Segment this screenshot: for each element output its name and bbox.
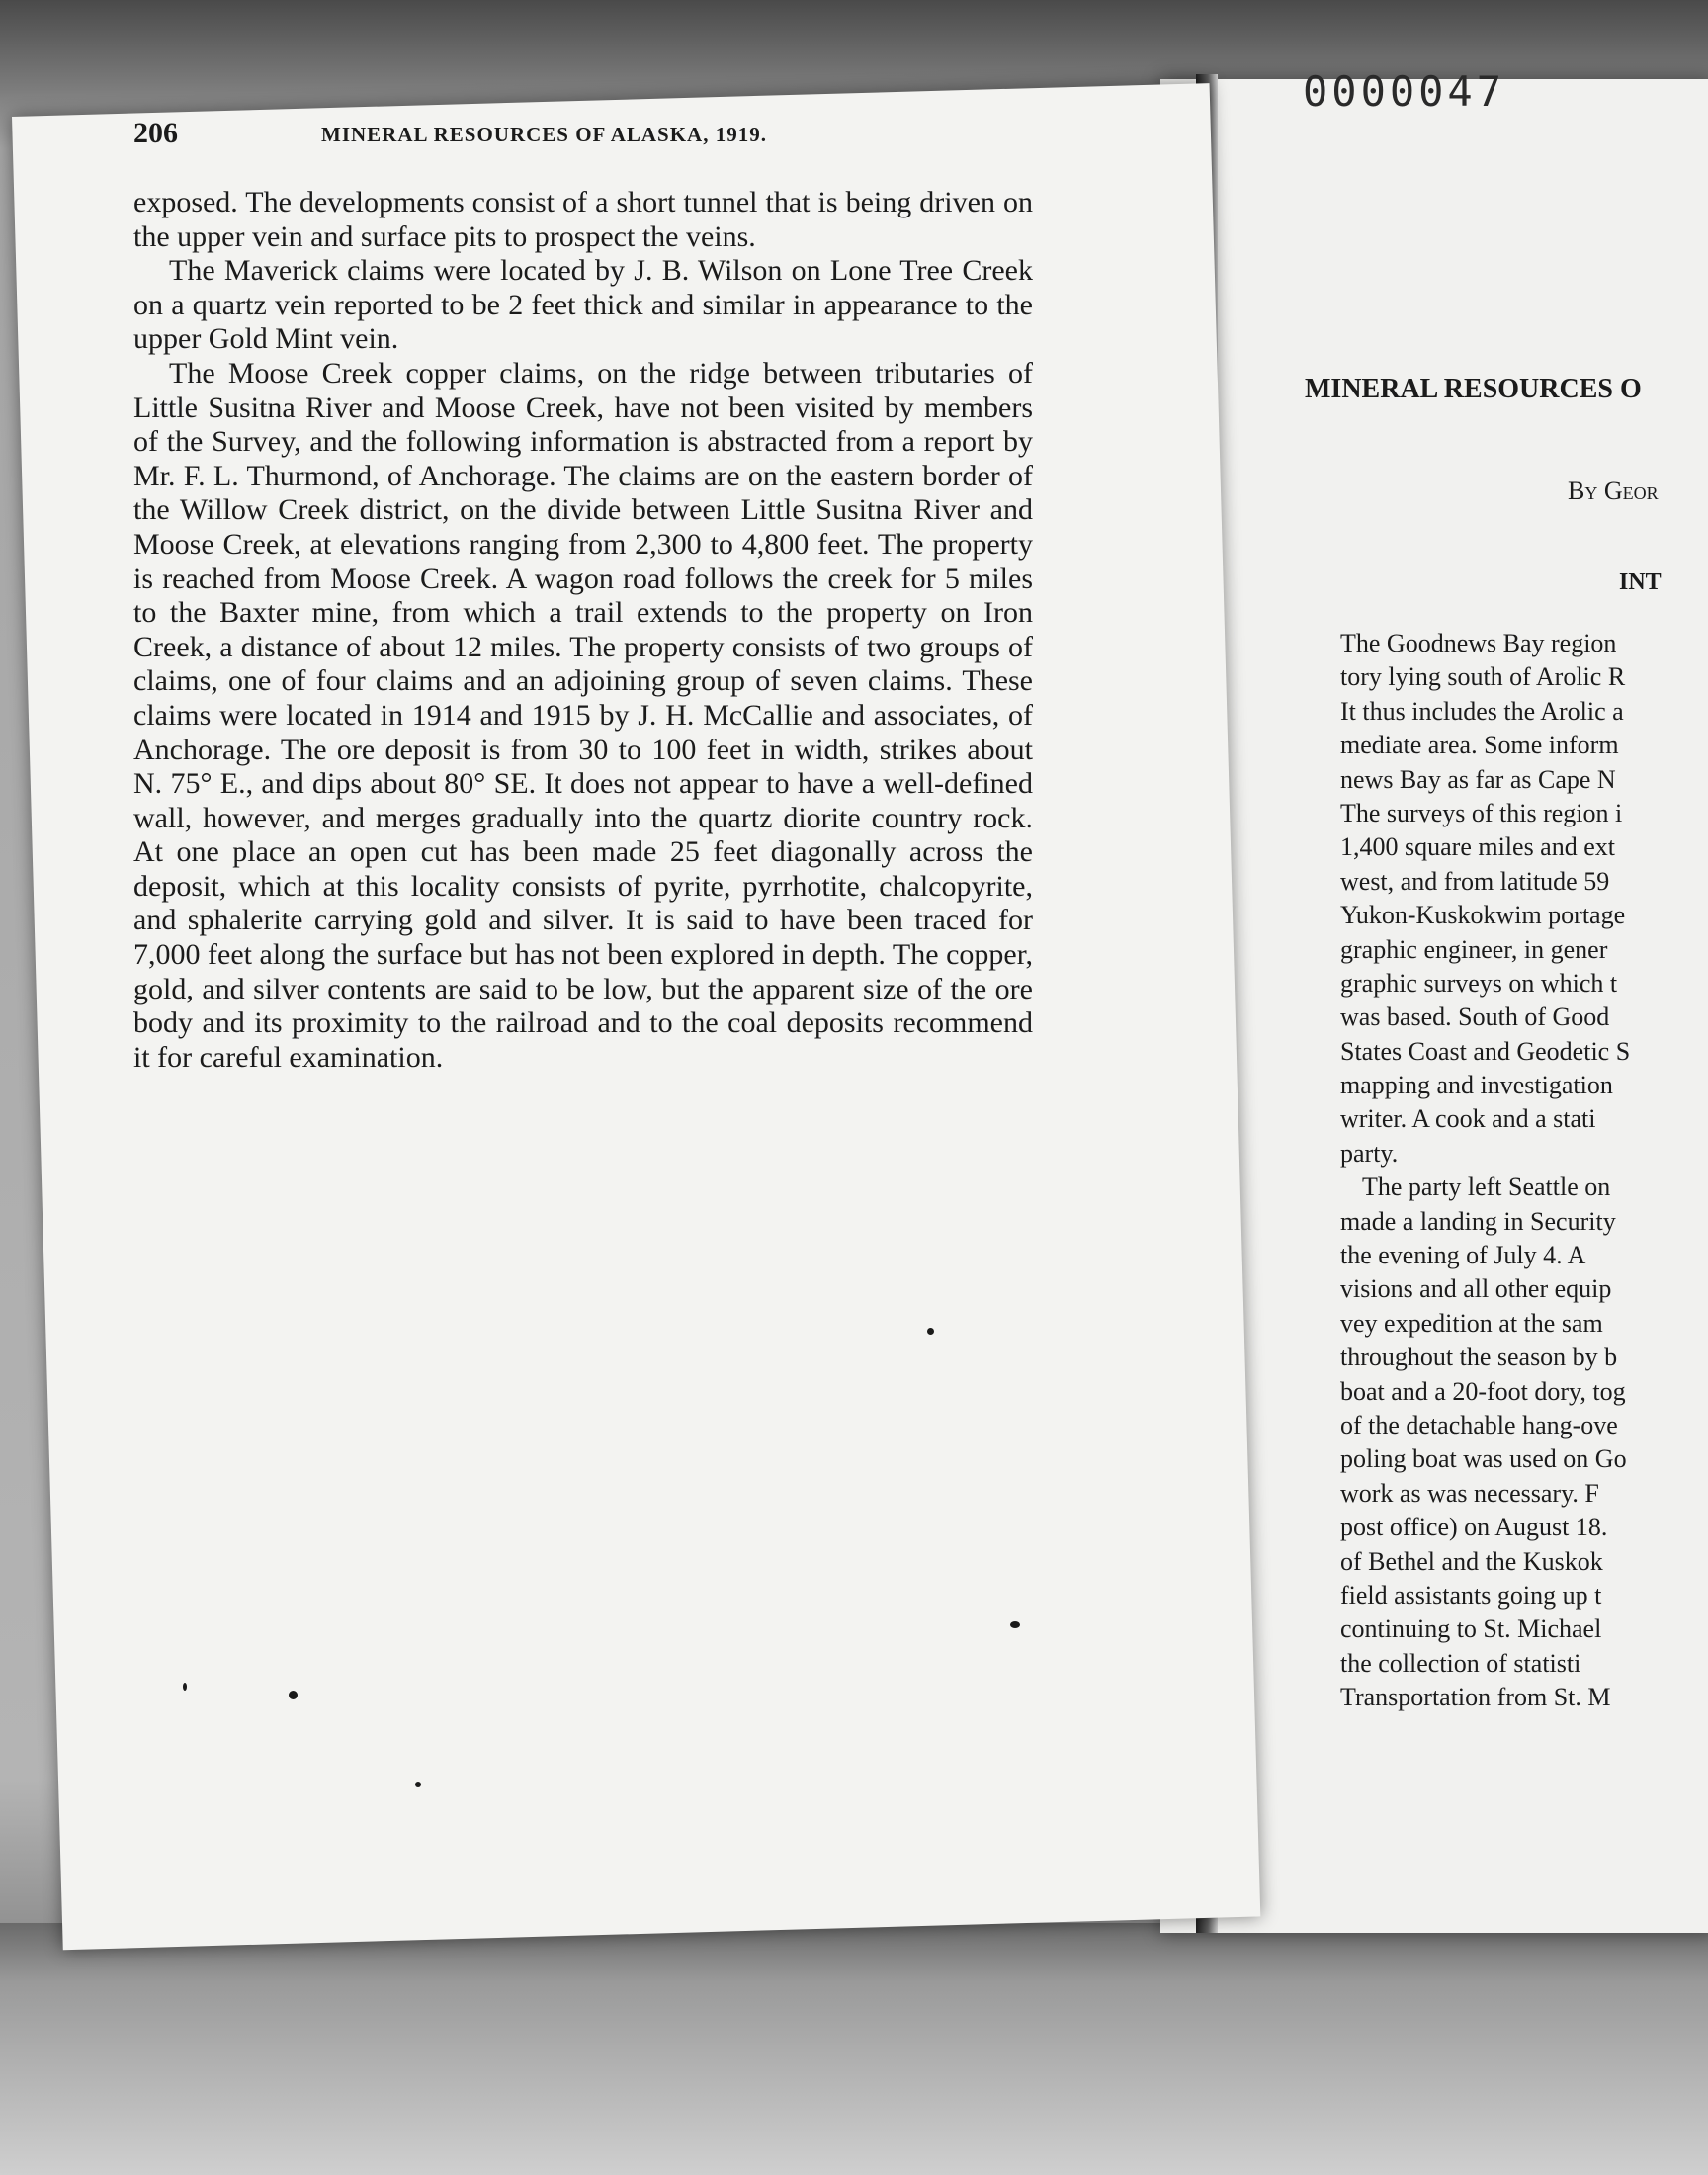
text-line: graphic surveys on which t: [1340, 968, 1618, 998]
text-line: It thus includes the Arolic a: [1340, 696, 1624, 726]
scan-speck: [927, 1328, 934, 1335]
text-line: of Bethel and the Kuskok: [1340, 1546, 1603, 1576]
text-line: The Goodnews Bay region: [1340, 629, 1617, 657]
page-number: 206: [133, 117, 178, 149]
paragraph-maverick-claims: The Maverick claims were located by J. B. Wilson on Lone Tree Creek on a quartz vein reported to be 2 feet thick and similar in appearance to the upper Gold Mint vein.: [133, 254, 1033, 356]
text-line: field assistants going up t: [1340, 1580, 1602, 1610]
right-page-byline: By Geor: [1568, 477, 1659, 505]
scan-speck: [415, 1782, 421, 1787]
text-line: the collection of statisti: [1340, 1648, 1581, 1678]
paragraph-continued: exposed. The developments consist of a short tunnel that is being driven on the upper vein and surface pits to prospect the veins.: [133, 186, 1033, 253]
scan-speck: [183, 1683, 187, 1691]
page-stamp-number: 0000047: [1303, 67, 1506, 116]
text-line: party.: [1340, 1138, 1399, 1168]
text-line: post office) on August 18.: [1340, 1513, 1608, 1542]
text-line: poling boat was used on Go: [1340, 1444, 1627, 1474]
text-line: 1,400 square miles and ext: [1340, 832, 1615, 862]
paragraph-moose-creek-claims: The Moose Creek copper claims, on the ridge between tributaries of Little Susitna River and Moose Creek, have not been visited by members of the Survey, and the following information is abstracted from a report by Mr. F. L. Thurmond, of Anchorage. The claims are on the eastern border of the Willow Creek district, on the divide between Little Susitna River and Moose Creek, at elevations ranging from 2,300 to 4,800 feet. The property is reached from Moose Creek. A wagon road follows the creek for 5 miles to the Baxter mine, from which a trail extends to the property on Iron Creek, a distance of about 12 miles. The property consists of two groups of claims, one of four claims and an adjoining group of seven claims. These claims were located in 1914 and 1915 by J. H. McCallie and associates, of Anchorage. The ore deposit is from 30 to 100 feet in width, strikes about N. 75° E., and dips about 80° SE. It does not appear to have a well-defined wall, however, and merges gradually into the quartz diorite country rock. At one place an open cut has been made 25 feet diagonally across the deposit, which at this locality consists of pyrite, pyrrhotite, chalcopyrite, and sphalerite carrying gold and silver. It is said to have been traced for 7,000 feet along the surface but has not been explored in depth. The copper, gold, and silver contents are said to be low, but the apparent size of the ore body and its proximity to the railroad and to the coal deposits recommend it for careful examination.: [133, 356, 1033, 1074]
scan-speck: [289, 1691, 298, 1699]
right-page-section-heading: INT: [1619, 569, 1662, 595]
text-line: The party left Seattle on: [1362, 1173, 1611, 1202]
text-line: Transportation from St. M: [1340, 1683, 1611, 1712]
text-line: west, and from latitude 59: [1340, 866, 1610, 896]
text-line: of the detachable hang-ove: [1340, 1410, 1618, 1439]
text-line: made a landing in Security: [1340, 1206, 1616, 1236]
text-line: tory lying south of Arolic R: [1340, 662, 1626, 692]
text-line: the evening of July 4. A: [1340, 1241, 1586, 1270]
scan-speck: [1010, 1621, 1020, 1628]
text-line: The surveys of this region i: [1340, 798, 1623, 827]
text-line: vey expedition at the sam: [1340, 1308, 1603, 1338]
running-title: MINERAL RESOURCES OF ALASKA, 1919.: [321, 123, 767, 146]
text-line: visions and all other equip: [1340, 1274, 1612, 1304]
text-line: writer. A cook and a stati: [1340, 1104, 1596, 1134]
text-line: mapping and investigation: [1340, 1071, 1613, 1100]
left-page-body: [133, 186, 1033, 1075]
right-page-body: [1340, 627, 1708, 1715]
text-line: was based. South of Good: [1340, 1002, 1610, 1032]
scanner-shadow-band: [0, 1923, 1708, 2175]
text-line: Yukon-Kuskokwim portage: [1340, 901, 1626, 930]
text-line: throughout the season by b: [1340, 1343, 1618, 1372]
text-line: States Coast and Geodetic S: [1340, 1036, 1631, 1066]
text-line: mediate area. Some inform: [1340, 731, 1619, 760]
left-page-header: [133, 117, 845, 150]
text-line: work as was necessary. F: [1340, 1478, 1599, 1508]
text-line: news Bay as far as Cape N: [1340, 764, 1616, 794]
text-line: graphic engineer, in gener: [1340, 934, 1608, 964]
text-line: boat and a 20-foot dory, tog: [1340, 1376, 1626, 1406]
text-line: continuing to St. Michael: [1340, 1614, 1602, 1644]
right-page-title: MINERAL RESOURCES O: [1305, 374, 1642, 404]
